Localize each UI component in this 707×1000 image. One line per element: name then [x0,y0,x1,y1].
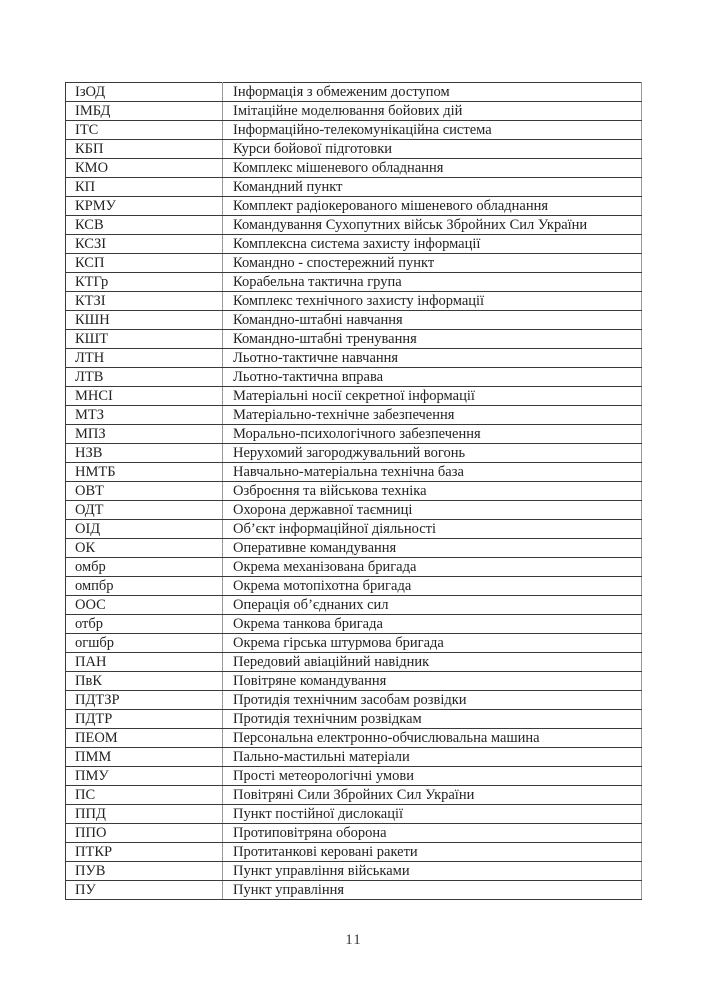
abbreviation-cell: КСВ [66,216,223,235]
table-row [66,140,642,159]
abbreviation-cell: огшбр [66,634,223,653]
table-row [66,691,642,710]
abbreviation-cell: МТЗ [66,406,223,425]
table-row [66,805,642,824]
table-row [66,159,642,178]
definition-cell: Командно - спостережний пункт [223,254,642,273]
definition-cell: Пункт управління військами [223,862,642,881]
table-row [66,311,642,330]
abbreviation-cell: ПЕОМ [66,729,223,748]
definition-cell: Охорона державної таємниці [223,501,642,520]
definition-cell: Пально-мастильні матеріали [223,748,642,767]
abbreviation-cell: КСЗІ [66,235,223,254]
abbreviation-cell: НМТБ [66,463,223,482]
table-row [66,102,642,121]
definition-cell: Пункт постійної дислокації [223,805,642,824]
table-row [66,653,642,672]
definition-cell: Льотно-тактична вправа [223,368,642,387]
abbreviation-cell: КТЗІ [66,292,223,311]
definition-cell: Морально-психологічного забезпечення [223,425,642,444]
definition-cell: Протиповітряна оборона [223,824,642,843]
table-row [66,729,642,748]
definition-cell: Окрема мотопіхотна бригада [223,577,642,596]
definition-cell: Комплекс технічного захисту інформації [223,292,642,311]
definition-cell: Окрема механізована бригада [223,558,642,577]
table-row [66,501,642,520]
table-row [66,254,642,273]
table-row [66,292,642,311]
table-row [66,824,642,843]
definition-cell: Імітаційне моделювання бойових дій [223,102,642,121]
table-row [66,615,642,634]
table-row [66,444,642,463]
definition-cell: Повітряне командування [223,672,642,691]
definition-cell: Командно-штабні навчання [223,311,642,330]
definition-cell: Комплект радіокерованого мішеневого обладнання [223,197,642,216]
definition-cell: Передовий авіаційний навідник [223,653,642,672]
abbreviation-cell: ПТКР [66,843,223,862]
abbreviation-cell: отбр [66,615,223,634]
abbreviation-cell: ПС [66,786,223,805]
abbreviation-cell: ПАН [66,653,223,672]
definition-cell: Курси бойової підготовки [223,140,642,159]
table-row [66,767,642,786]
table-row [66,83,642,102]
definition-cell: Інформаційно-телекомунікаційна система [223,121,642,140]
abbreviation-cell: ПДТЗР [66,691,223,710]
definition-cell: Командування Сухопутних військ Збройних Сил України [223,216,642,235]
abbreviation-cell: ЛТВ [66,368,223,387]
definition-cell: Протидія технічним засобам розвідки [223,691,642,710]
definition-cell: Окрема гірська штурмова бригада [223,634,642,653]
abbreviations-table [65,82,642,900]
definition-cell: Пункт управління [223,881,642,900]
abbreviations-table-body [66,83,642,900]
definition-cell: Окрема танкова бригада [223,615,642,634]
abbreviation-cell: ПДТР [66,710,223,729]
abbreviation-cell: ППО [66,824,223,843]
table-row [66,235,642,254]
table-row [66,330,642,349]
definition-cell: Льотно-тактичне навчання [223,349,642,368]
definition-cell: Інформація з обмеженим доступом [223,83,642,102]
table-row [66,843,642,862]
abbreviation-cell: МПЗ [66,425,223,444]
definition-cell: Протидія технічним розвідкам [223,710,642,729]
definition-cell: Нерухомий загороджувальний вогонь [223,444,642,463]
definition-cell: Комплекс мішеневого обладнання [223,159,642,178]
table-row [66,178,642,197]
table-row [66,216,642,235]
table-row [66,748,642,767]
table-row [66,862,642,881]
definition-cell: Матеріально-технічне забезпечення [223,406,642,425]
definition-cell: Командний пункт [223,178,642,197]
table-row [66,881,642,900]
abbreviation-cell: ІМБД [66,102,223,121]
table-row [66,672,642,691]
abbreviation-cell: ОДТ [66,501,223,520]
definition-cell: Протитанкові керовані ракети [223,843,642,862]
definition-cell: Повітряні Сили Збройних Сил України [223,786,642,805]
definition-cell: Комплексна система захисту інформації [223,235,642,254]
table-row [66,634,642,653]
abbreviation-cell: ІзОД [66,83,223,102]
abbreviation-cell: МНСІ [66,387,223,406]
table-row [66,387,642,406]
abbreviation-cell: НЗВ [66,444,223,463]
abbreviation-cell: КШТ [66,330,223,349]
page-number: 11 [345,932,362,948]
table-row [66,425,642,444]
definition-cell: Прості метеорологічні умови [223,767,642,786]
table-row [66,577,642,596]
abbreviation-cell: КШН [66,311,223,330]
definition-cell: Навчально-матеріальна технічна база [223,463,642,482]
definition-cell: Матеріальні носії секретної інформації [223,387,642,406]
table-row [66,349,642,368]
table-row [66,596,642,615]
definition-cell: Об’єкт інформаційної діяльності [223,520,642,539]
abbreviation-cell: КП [66,178,223,197]
abbreviation-cell: омпбр [66,577,223,596]
abbreviation-cell: ОІД [66,520,223,539]
definition-cell: Озброєння та військова техніка [223,482,642,501]
table-row [66,786,642,805]
abbreviation-cell: КМО [66,159,223,178]
table-row [66,539,642,558]
table-row [66,273,642,292]
definition-cell: Командно-штабні тренування [223,330,642,349]
table-row [66,520,642,539]
abbreviation-cell: ППД [66,805,223,824]
definition-cell: Персональна електронно-обчислювальна машина [223,729,642,748]
abbreviation-cell: ПвК [66,672,223,691]
definition-cell: Оперативне командування [223,539,642,558]
abbreviation-cell: ІТС [66,121,223,140]
abbreviation-cell: ООС [66,596,223,615]
table-row [66,482,642,501]
abbreviation-cell: омбр [66,558,223,577]
table-row [66,368,642,387]
abbreviation-cell: ОК [66,539,223,558]
abbreviation-cell: ПУ [66,881,223,900]
abbreviation-cell: КСП [66,254,223,273]
abbreviation-cell: ПММ [66,748,223,767]
table-row [66,406,642,425]
definition-cell: Операція об’єднаних сил [223,596,642,615]
definition-cell: Корабельна тактична група [223,273,642,292]
table-row [66,463,642,482]
table-row [66,197,642,216]
table-row [66,710,642,729]
abbreviation-cell: ОВТ [66,482,223,501]
abbreviation-cell: КТГр [66,273,223,292]
abbreviation-cell: ПУВ [66,862,223,881]
abbreviation-cell: КБП [66,140,223,159]
abbreviation-cell: КРМУ [66,197,223,216]
table-row [66,558,642,577]
abbreviation-cell: ПМУ [66,767,223,786]
table-row [66,121,642,140]
abbreviation-cell: ЛТН [66,349,223,368]
